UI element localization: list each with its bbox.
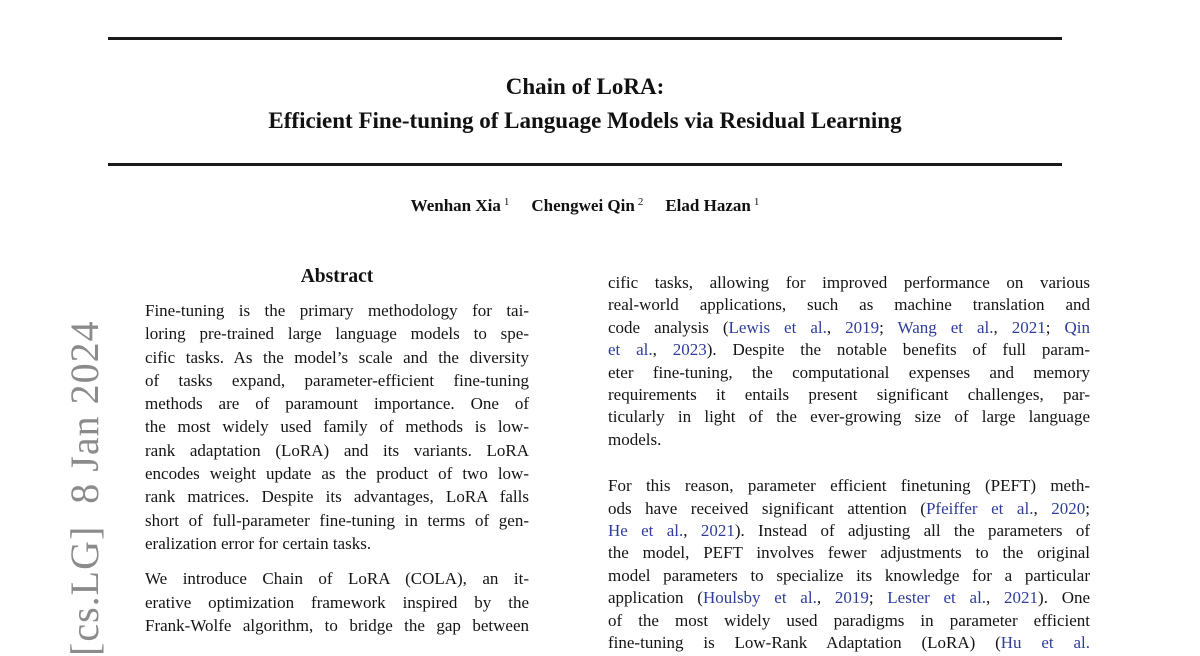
text-line: application (Houlsby et al., 2019; Lester et al., 2021). One xyxy=(608,588,1091,608)
citation-link[interactable]: 2020 xyxy=(1051,498,1086,518)
paragraph xyxy=(608,272,1090,451)
text-line: of tasks expand, parameter-efficient fine-tuning xyxy=(145,370,529,390)
citation-link[interactable]: Lewis et al. xyxy=(728,317,827,337)
abstract-body xyxy=(145,299,529,637)
text-line: models. xyxy=(608,429,662,449)
author-list xyxy=(108,196,1062,216)
citation-link[interactable]: Hu et al. xyxy=(1000,633,1090,653)
text-line: We introduce Chain of LoRA (COLA), an it- xyxy=(145,569,529,589)
citation-link[interactable]: Houlsby et al. xyxy=(702,588,817,608)
citation-link[interactable]: Qin xyxy=(1064,317,1090,337)
citation-link[interactable]: Wang et al. xyxy=(897,317,994,337)
text-line: erative optimization framework inspired by the xyxy=(145,592,529,612)
paper-title xyxy=(108,70,1062,138)
paragraph xyxy=(145,299,529,555)
author-name: Elad Hazan xyxy=(665,196,751,215)
text-line: For this reason, parameter efficient finetuning (PEFT) meth- xyxy=(608,476,1090,496)
text-line: short of full-parameter fine-tuning in terms of gen- xyxy=(145,510,529,530)
author xyxy=(665,196,759,215)
author xyxy=(411,196,510,215)
author-name: Wenhan Xia xyxy=(410,196,501,215)
text-line: code analysis (Lewis et al., 2019; Wang et al., 2021; Qin xyxy=(608,317,1090,337)
text-line: the model, PEFT involves fewer adjustments to the original xyxy=(608,543,1090,563)
text-line: loring pre-trained large language models to spe- xyxy=(145,324,529,344)
body-column-right xyxy=(608,272,1090,655)
paper-title-line-2: Efficient Fine-tuning of Language Models via Residual Learning xyxy=(268,108,902,133)
text-line: rank matrices. Despite its advantages, LoRA falls xyxy=(145,487,529,507)
text-line: eralization error for certain tasks. xyxy=(145,533,372,553)
text-line: Frank-Wolfe algorithm, to bridge the gap between xyxy=(145,615,529,635)
text-line: fine-tuning is Low-Rank Adaptation (LoRA) (Hu et al. xyxy=(608,633,1090,653)
text-line: ticularly in light of the ever-growing size of large language xyxy=(608,407,1090,427)
paragraph xyxy=(608,475,1090,654)
text-line: methods are of paramount importance. One of xyxy=(145,394,529,414)
arxiv-stamp: [cs.LG] 8 Jan 2024 xyxy=(62,320,107,656)
text-line: real-world applications, such as machine translation and xyxy=(608,295,1090,315)
author-affiliation-mark: 2 xyxy=(637,196,644,208)
citation-link[interactable]: 2021 xyxy=(700,521,735,541)
author xyxy=(531,196,643,215)
author-name: Chengwei Qin xyxy=(531,196,635,215)
text-line: cific tasks, allowing for improved performance on various xyxy=(608,273,1090,292)
paragraph xyxy=(145,567,529,637)
text-line: rank adaptation (LoRA) and its variants. LoRA xyxy=(145,440,529,460)
paper-title-line-1: Chain of LoRA: xyxy=(505,74,665,99)
header-rule-top xyxy=(108,37,1062,40)
text-line: model parameters to specialize its knowledge for a particular xyxy=(608,565,1090,585)
text-line: ods have received significant attention (Pfeiffer et al., 2020; xyxy=(608,498,1090,518)
citation-link[interactable]: 2021 xyxy=(1004,588,1039,608)
citation-link[interactable]: 2019 xyxy=(834,588,869,608)
citation-link[interactable]: et al. xyxy=(608,340,653,360)
text-line: Fine-tuning is the primary methodology for tai- xyxy=(145,301,529,320)
text-line: requirements it entails present significant challenges, par- xyxy=(608,385,1090,405)
citation-link[interactable]: Pfeiffer et al. xyxy=(925,498,1034,518)
author-affiliation-mark: 1 xyxy=(503,196,510,208)
abstract-heading: Abstract xyxy=(300,266,374,287)
header-rule-bottom xyxy=(108,163,1062,166)
text-line: the most widely used family of methods is low- xyxy=(145,417,529,437)
text-line: of the most widely used paradigms in parameter efficient xyxy=(608,610,1090,630)
citation-link[interactable]: Lester et al. xyxy=(887,588,987,608)
text-line: He et al., 2021). Instead of adjusting all the parameters of xyxy=(608,521,1091,541)
citation-link[interactable]: 2019 xyxy=(845,317,880,337)
citation-link[interactable]: 2021 xyxy=(1011,317,1046,337)
text-line: cific tasks. As the model’s scale and the diversity xyxy=(145,347,529,367)
author-affiliation-mark: 1 xyxy=(753,196,760,208)
text-line: eter fine-tuning, the computational expenses and memory xyxy=(608,362,1090,382)
citation-link[interactable]: 2023 xyxy=(672,340,707,360)
text-line: et al., 2023). Despite the notable benefits of full param- xyxy=(608,340,1090,360)
citation-link[interactable]: He et al. xyxy=(608,521,684,541)
text-line: encodes weight update as the product of two low- xyxy=(145,464,529,484)
